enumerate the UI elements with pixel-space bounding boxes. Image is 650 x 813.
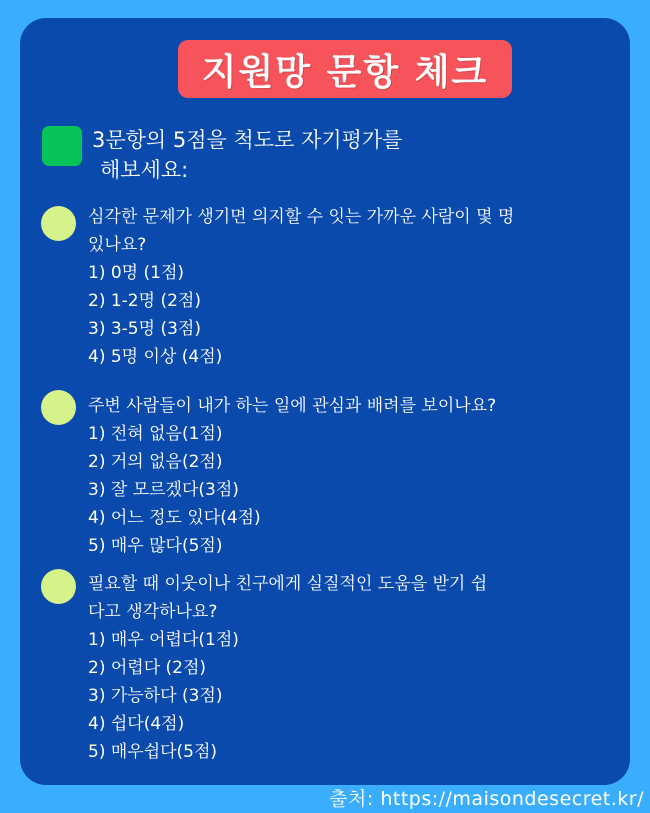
option: 3) 가능하다 (3점) [88,686,223,706]
question-text-cont: 있나요? [88,235,147,255]
question-text: 주변 사람들이 내가 하는 일에 관심과 배려를 보이나요? [88,396,497,416]
option: 2) 거의 없음(2점) [88,452,223,472]
option: 5) 매우 많다(5점) [88,536,223,556]
bullet-dot [41,569,76,604]
question-3 [88,570,618,766]
bullet-dot [41,206,76,241]
option: 1) 매우 어렵다(1점) [88,630,239,650]
question-1 [88,203,618,371]
option: 4) 쉽다(4점) [88,714,185,734]
question-2 [88,392,618,560]
question-text: 필요할 때 이웃이나 친구에게 실질적인 도움을 받기 쉽 [88,574,488,594]
option: 1) 전혀 없음(1점) [88,424,223,444]
option: 2) 1-2명 (2점) [88,291,201,311]
intro-text [92,125,472,185]
content-card [20,18,630,785]
option: 1) 0명 (1점) [88,263,184,283]
intro-line-1: 3문항의 5점을 척도로 자기평가를 [92,128,403,152]
title-banner [178,40,512,98]
page-title: 지원망 문항 체크 [201,51,489,93]
option: 4) 어느 정도 있다(4점) [88,508,261,528]
option: 5) 매우쉽다(5점) [88,742,218,762]
bullet-dot [41,390,76,425]
intro-line-2: 해보세요: [100,158,189,182]
option: 3) 잘 모르겠다(3점) [88,480,239,500]
source-credit: 출처: https://maisondesecret.kr/ [329,788,644,810]
question-text: 심각한 문제가 생기면 의지할 수 잇는 가까운 사람이 몇 명 [88,207,515,227]
green-square-marker [42,126,82,166]
option: 4) 5명 이상 (4점) [88,347,223,367]
option: 2) 어렵다 (2점) [88,658,207,678]
question-text-cont: 다고 생각하나요? [88,602,218,622]
option: 3) 3-5명 (3점) [88,319,201,339]
